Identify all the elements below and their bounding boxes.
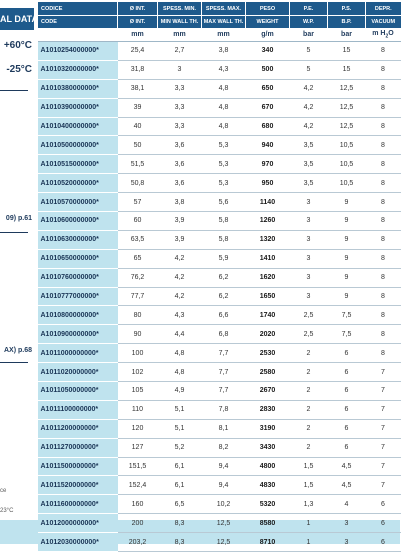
- diameter-cell: 203,2: [118, 533, 158, 552]
- bp-cell: 6: [328, 382, 366, 401]
- diameter-cell: 38,1: [118, 79, 158, 98]
- wp-cell: 1: [290, 533, 328, 552]
- table-row: [38, 382, 401, 401]
- table-row: [38, 419, 401, 438]
- vacuum-cell: 8: [366, 79, 401, 98]
- max-wall-cell: 5,3: [202, 136, 246, 155]
- col-header-code-it: CODICE: [38, 2, 118, 16]
- diameter-cell: 77,7: [118, 287, 158, 306]
- wp-cell: 1,3: [290, 495, 328, 514]
- weight-cell: 5320: [246, 495, 290, 514]
- vacuum-cell: 7: [366, 400, 401, 419]
- table-row: [38, 400, 401, 419]
- min-wall-cell: 5,1: [158, 419, 202, 438]
- divider: [0, 90, 28, 91]
- diameter-cell: 152,4: [118, 476, 158, 495]
- wp-cell: 1: [290, 514, 328, 533]
- unit-weight: g/m: [246, 28, 290, 42]
- code-cell: A1012000000000*: [38, 514, 118, 533]
- header-row-italian: [38, 2, 401, 16]
- max-wall-cell: 5,9: [202, 249, 246, 268]
- max-wall-cell: 6,6: [202, 306, 246, 325]
- code-cell: A1011020000000*: [38, 363, 118, 382]
- code-cell: A1010515000000*: [38, 155, 118, 174]
- col-header-diameter: Ø INT.: [118, 16, 158, 29]
- code-cell: A1010650000000*: [38, 249, 118, 268]
- bp-cell: 12,5: [328, 79, 366, 98]
- col-header-min-wall-it: SPESS. MIN.: [158, 2, 202, 16]
- wp-cell: 2: [290, 363, 328, 382]
- bp-cell: 15: [328, 60, 366, 79]
- code-cell: A1010900000000*: [38, 325, 118, 344]
- bp-cell: 9: [328, 249, 366, 268]
- weight-cell: 3430: [246, 438, 290, 457]
- wp-cell: 5: [290, 60, 328, 79]
- diameter-cell: 39: [118, 98, 158, 117]
- min-temperature: -25°C: [6, 64, 32, 75]
- table-row: [38, 117, 401, 136]
- vacuum-cell: 7: [366, 419, 401, 438]
- table-row: [38, 155, 401, 174]
- weight-cell: 2020: [246, 325, 290, 344]
- wp-cell: 2: [290, 344, 328, 363]
- table-row: [38, 457, 401, 476]
- vacuum-cell: 8: [366, 42, 401, 61]
- min-wall-cell: 4,8: [158, 363, 202, 382]
- wp-cell: 2: [290, 382, 328, 401]
- diameter-cell: 80: [118, 306, 158, 325]
- vacuum-cell: 8: [366, 155, 401, 174]
- diameter-cell: 120: [118, 419, 158, 438]
- vacuum-cell: 7: [366, 457, 401, 476]
- min-wall-cell: 5,2: [158, 438, 202, 457]
- vacuum-cell: 8: [366, 136, 401, 155]
- table-row: [38, 438, 401, 457]
- vacuum-cell: 7: [366, 363, 401, 382]
- col-header-vacuum: VACUUM: [366, 16, 401, 29]
- bp-cell: 12,5: [328, 117, 366, 136]
- wp-cell: 1,5: [290, 457, 328, 476]
- min-wall-cell: 3,6: [158, 136, 202, 155]
- bp-cell: 4,5: [328, 476, 366, 495]
- diameter-cell: 65: [118, 249, 158, 268]
- col-header-bp-it: P.S.: [328, 2, 366, 16]
- divider: [0, 232, 28, 233]
- vacuum-cell: 8: [366, 193, 401, 212]
- vacuum-cell: 7: [366, 438, 401, 457]
- vacuum-cell: 8: [366, 325, 401, 344]
- code-cell: A1010630000000*: [38, 230, 118, 249]
- col-header-max-wall-it: SPESS. MAX.: [202, 2, 246, 16]
- weight-cell: 2670: [246, 382, 290, 401]
- min-wall-cell: 3,3: [158, 79, 202, 98]
- vacuum-cell: 8: [366, 287, 401, 306]
- max-wall-cell: 5,3: [202, 155, 246, 174]
- max-wall-cell: 10,2: [202, 495, 246, 514]
- max-wall-cell: 6,8: [202, 325, 246, 344]
- table-row: [38, 476, 401, 495]
- max-temperature: +60°C: [3, 40, 32, 51]
- col-header-weight: WEIGHT: [246, 16, 290, 29]
- hose-spec-table-wrapper: [37, 2, 400, 552]
- bp-cell: 6: [328, 363, 366, 382]
- vacuum-cell: 6: [366, 533, 401, 552]
- vacuum-cell: 8: [366, 249, 401, 268]
- wp-cell: 3,5: [290, 174, 328, 193]
- weight-cell: 1740: [246, 306, 290, 325]
- weight-cell: 2830: [246, 400, 290, 419]
- page-reference-2: AX) p.68: [3, 347, 32, 354]
- code-cell: A1010320000000*: [38, 60, 118, 79]
- max-wall-cell: 9,4: [202, 457, 246, 476]
- side-note-3: 23°C: [0, 508, 14, 514]
- weight-cell: 650: [246, 79, 290, 98]
- weight-cell: 2580: [246, 363, 290, 382]
- code-cell: A1010380000000*: [38, 79, 118, 98]
- max-wall-cell: 4,3: [202, 60, 246, 79]
- bp-cell: 9: [328, 230, 366, 249]
- min-wall-cell: 8,3: [158, 514, 202, 533]
- table-row: [38, 193, 401, 212]
- max-wall-cell: 4,8: [202, 98, 246, 117]
- bp-cell: 9: [328, 268, 366, 287]
- bp-cell: 10,5: [328, 155, 366, 174]
- col-header-wp: W.P.: [290, 16, 328, 29]
- bp-cell: 4,5: [328, 457, 366, 476]
- bp-cell: 9: [328, 193, 366, 212]
- wp-cell: 2,5: [290, 306, 328, 325]
- diameter-cell: 160: [118, 495, 158, 514]
- divider: [0, 362, 28, 363]
- min-wall-cell: 6,5: [158, 495, 202, 514]
- wp-cell: 4,2: [290, 98, 328, 117]
- table-row: [38, 230, 401, 249]
- hose-spec-table: [37, 2, 401, 552]
- min-wall-cell: 4,9: [158, 382, 202, 401]
- table-row: [38, 249, 401, 268]
- diameter-cell: 63,5: [118, 230, 158, 249]
- min-wall-cell: 3,8: [158, 193, 202, 212]
- wp-cell: 3: [290, 249, 328, 268]
- table-row: [38, 325, 401, 344]
- min-wall-cell: 4,3: [158, 306, 202, 325]
- weight-cell: 1410: [246, 249, 290, 268]
- diameter-cell: 25,4: [118, 42, 158, 61]
- diameter-cell: 110: [118, 400, 158, 419]
- max-wall-cell: 6,2: [202, 287, 246, 306]
- wp-cell: 3: [290, 212, 328, 231]
- wp-cell: 3: [290, 287, 328, 306]
- table-row: [38, 495, 401, 514]
- table-row: [38, 268, 401, 287]
- vacuum-cell: 8: [366, 98, 401, 117]
- code-cell: A1010400000000*: [38, 117, 118, 136]
- col-header-diameter-it: Ø INT.: [118, 2, 158, 16]
- max-wall-cell: 8,1: [202, 419, 246, 438]
- unit-diameter: mm: [118, 28, 158, 42]
- table-body: [38, 42, 401, 552]
- wp-cell: 3: [290, 268, 328, 287]
- bp-cell: 10,5: [328, 136, 366, 155]
- weight-cell: 340: [246, 42, 290, 61]
- diameter-cell: 57: [118, 193, 158, 212]
- weight-cell: 2530: [246, 344, 290, 363]
- wp-cell: 2,5: [290, 325, 328, 344]
- bp-cell: 6: [328, 400, 366, 419]
- code-cell: A1010570000000*: [38, 193, 118, 212]
- wp-cell: 3: [290, 230, 328, 249]
- weight-cell: 1140: [246, 193, 290, 212]
- diameter-cell: 127: [118, 438, 158, 457]
- min-wall-cell: 3,9: [158, 212, 202, 231]
- code-cell: A1010520000000*: [38, 174, 118, 193]
- min-wall-cell: 4,2: [158, 268, 202, 287]
- max-wall-cell: 5,8: [202, 230, 246, 249]
- code-cell: A1011520000000*: [38, 476, 118, 495]
- col-header-max-wall: MAX WALL TH.: [202, 16, 246, 29]
- bp-cell: 4: [328, 495, 366, 514]
- table-row: [38, 79, 401, 98]
- min-wall-cell: 3,6: [158, 174, 202, 193]
- vacuum-cell: 7: [366, 382, 401, 401]
- col-header-code: CODE: [38, 16, 118, 29]
- diameter-cell: 40: [118, 117, 158, 136]
- weight-cell: 1260: [246, 212, 290, 231]
- code-cell: A1011100000000*: [38, 400, 118, 419]
- min-wall-cell: 6,1: [158, 457, 202, 476]
- table-row: [38, 42, 401, 61]
- vacuum-cell: 7: [366, 476, 401, 495]
- vacuum-cell: 8: [366, 212, 401, 231]
- code-cell: A1012030000000*: [38, 533, 118, 552]
- min-wall-cell: 4,8: [158, 344, 202, 363]
- min-wall-cell: 3,3: [158, 117, 202, 136]
- table-row: [38, 306, 401, 325]
- header-row-english: [38, 16, 401, 29]
- min-wall-cell: 2,7: [158, 42, 202, 61]
- min-wall-cell: 6,1: [158, 476, 202, 495]
- max-wall-cell: 9,4: [202, 476, 246, 495]
- diameter-cell: 50,8: [118, 174, 158, 193]
- diameter-cell: 151,5: [118, 457, 158, 476]
- table-row: [38, 174, 401, 193]
- bp-cell: 3: [328, 514, 366, 533]
- bp-cell: 10,5: [328, 174, 366, 193]
- min-wall-cell: 3,6: [158, 155, 202, 174]
- code-cell: A1011600000000*: [38, 495, 118, 514]
- code-cell: A1010777000000*: [38, 287, 118, 306]
- max-wall-cell: 12,5: [202, 514, 246, 533]
- min-wall-cell: 4,4: [158, 325, 202, 344]
- min-wall-cell: 3,3: [158, 98, 202, 117]
- diameter-cell: 200: [118, 514, 158, 533]
- min-wall-cell: 4,2: [158, 287, 202, 306]
- min-wall-cell: 3,9: [158, 230, 202, 249]
- max-wall-cell: 12,5: [202, 533, 246, 552]
- unit-wp: bar: [290, 28, 328, 42]
- max-wall-cell: 4,8: [202, 79, 246, 98]
- weight-cell: 950: [246, 174, 290, 193]
- vacuum-cell: 6: [366, 495, 401, 514]
- diameter-cell: 60: [118, 212, 158, 231]
- bp-cell: 6: [328, 344, 366, 363]
- wp-cell: 4,2: [290, 117, 328, 136]
- vacuum-cell: 8: [366, 344, 401, 363]
- min-wall-cell: 8,3: [158, 533, 202, 552]
- min-wall-cell: 4,2: [158, 249, 202, 268]
- wp-cell: 2: [290, 438, 328, 457]
- unit-code: [38, 28, 118, 42]
- weight-cell: 4800: [246, 457, 290, 476]
- code-cell: A1010800000000*: [38, 306, 118, 325]
- weight-cell: 8580: [246, 514, 290, 533]
- max-wall-cell: 7,7: [202, 382, 246, 401]
- code-cell: A1011500000000*: [38, 457, 118, 476]
- code-cell: A1010500000000*: [38, 136, 118, 155]
- max-wall-cell: 5,3: [202, 174, 246, 193]
- weight-cell: 1320: [246, 230, 290, 249]
- max-wall-cell: 7,8: [202, 400, 246, 419]
- wp-cell: 3,5: [290, 155, 328, 174]
- unit-vacuum: m $H_2O$: [366, 28, 401, 42]
- unit-min-wall: mm: [158, 28, 202, 42]
- vacuum-cell: 8: [366, 60, 401, 79]
- max-wall-cell: 3,8: [202, 42, 246, 61]
- vacuum-cell: 8: [366, 174, 401, 193]
- diameter-cell: 31,8: [118, 60, 158, 79]
- unit-max-wall: mm: [202, 28, 246, 42]
- code-cell: A1010600000000*: [38, 212, 118, 231]
- table-row: [38, 60, 401, 79]
- col-header-min-wall: MIN WALL TH.: [158, 16, 202, 29]
- col-header-weight-it: PESO: [246, 2, 290, 16]
- bp-cell: 7,5: [328, 306, 366, 325]
- bp-cell: 12,5: [328, 98, 366, 117]
- diameter-cell: 76,2: [118, 268, 158, 287]
- weight-cell: 970: [246, 155, 290, 174]
- wp-cell: 2: [290, 400, 328, 419]
- table-row: [38, 363, 401, 382]
- vacuum-cell: 8: [366, 306, 401, 325]
- bp-cell: 3: [328, 533, 366, 552]
- diameter-cell: 105: [118, 382, 158, 401]
- vacuum-cell: 8: [366, 117, 401, 136]
- max-wall-cell: 5,6: [202, 193, 246, 212]
- max-wall-cell: 8,2: [202, 438, 246, 457]
- bp-cell: 9: [328, 212, 366, 231]
- table-row: [38, 287, 401, 306]
- code-cell: A1010760000000*: [38, 268, 118, 287]
- left-sidebar: [0, 0, 38, 544]
- bp-cell: 9: [328, 287, 366, 306]
- weight-cell: 940: [246, 136, 290, 155]
- max-wall-cell: 6,2: [202, 268, 246, 287]
- col-header-wp-it: P.E.: [290, 2, 328, 16]
- bp-cell: 6: [328, 419, 366, 438]
- weight-cell: 1650: [246, 287, 290, 306]
- weight-cell: 680: [246, 117, 290, 136]
- wp-cell: 5: [290, 42, 328, 61]
- min-wall-cell: 3: [158, 60, 202, 79]
- wp-cell: 4,2: [290, 79, 328, 98]
- weight-cell: 1620: [246, 268, 290, 287]
- table-row: [38, 533, 401, 552]
- table-row: [38, 136, 401, 155]
- diameter-cell: 90: [118, 325, 158, 344]
- weight-cell: 4830: [246, 476, 290, 495]
- code-cell: A1011050000000*: [38, 382, 118, 401]
- code-cell: A1011000000000*: [38, 344, 118, 363]
- diameter-cell: 51,5: [118, 155, 158, 174]
- wp-cell: 1,5: [290, 476, 328, 495]
- weight-cell: 8710: [246, 533, 290, 552]
- diameter-cell: 50: [118, 136, 158, 155]
- technical-data-heading: AL DATA: [0, 8, 34, 30]
- table-row: [38, 344, 401, 363]
- max-wall-cell: 4,8: [202, 117, 246, 136]
- col-header-bp: B.P.: [328, 16, 366, 29]
- bp-cell: 15: [328, 42, 366, 61]
- table-row: [38, 212, 401, 231]
- code-cell: A1010254000000*: [38, 42, 118, 61]
- units-row: [38, 28, 401, 42]
- max-wall-cell: 7,7: [202, 344, 246, 363]
- diameter-cell: 100: [118, 344, 158, 363]
- col-header-vacuum-it: DEPR.: [366, 2, 401, 16]
- wp-cell: 2: [290, 419, 328, 438]
- vacuum-cell: 8: [366, 268, 401, 287]
- weight-cell: 500: [246, 60, 290, 79]
- min-wall-cell: 5,1: [158, 400, 202, 419]
- wp-cell: 3,5: [290, 136, 328, 155]
- vacuum-cell: 6: [366, 514, 401, 533]
- vacuum-cell: 8: [366, 230, 401, 249]
- side-note-2: ce: [0, 488, 7, 494]
- table-row: [38, 514, 401, 533]
- max-wall-cell: 7,7: [202, 363, 246, 382]
- unit-bp: bar: [328, 28, 366, 42]
- page-reference-1: 09) p.61: [5, 215, 32, 222]
- max-wall-cell: 5,8: [202, 212, 246, 231]
- code-cell: A1011270000000*: [38, 438, 118, 457]
- bp-cell: 7,5: [328, 325, 366, 344]
- weight-cell: 3190: [246, 419, 290, 438]
- wp-cell: 3: [290, 193, 328, 212]
- weight-cell: 670: [246, 98, 290, 117]
- code-cell: A1010390000000*: [38, 98, 118, 117]
- bp-cell: 6: [328, 438, 366, 457]
- diameter-cell: 102: [118, 363, 158, 382]
- code-cell: A1011200000000*: [38, 419, 118, 438]
- table-row: [38, 98, 401, 117]
